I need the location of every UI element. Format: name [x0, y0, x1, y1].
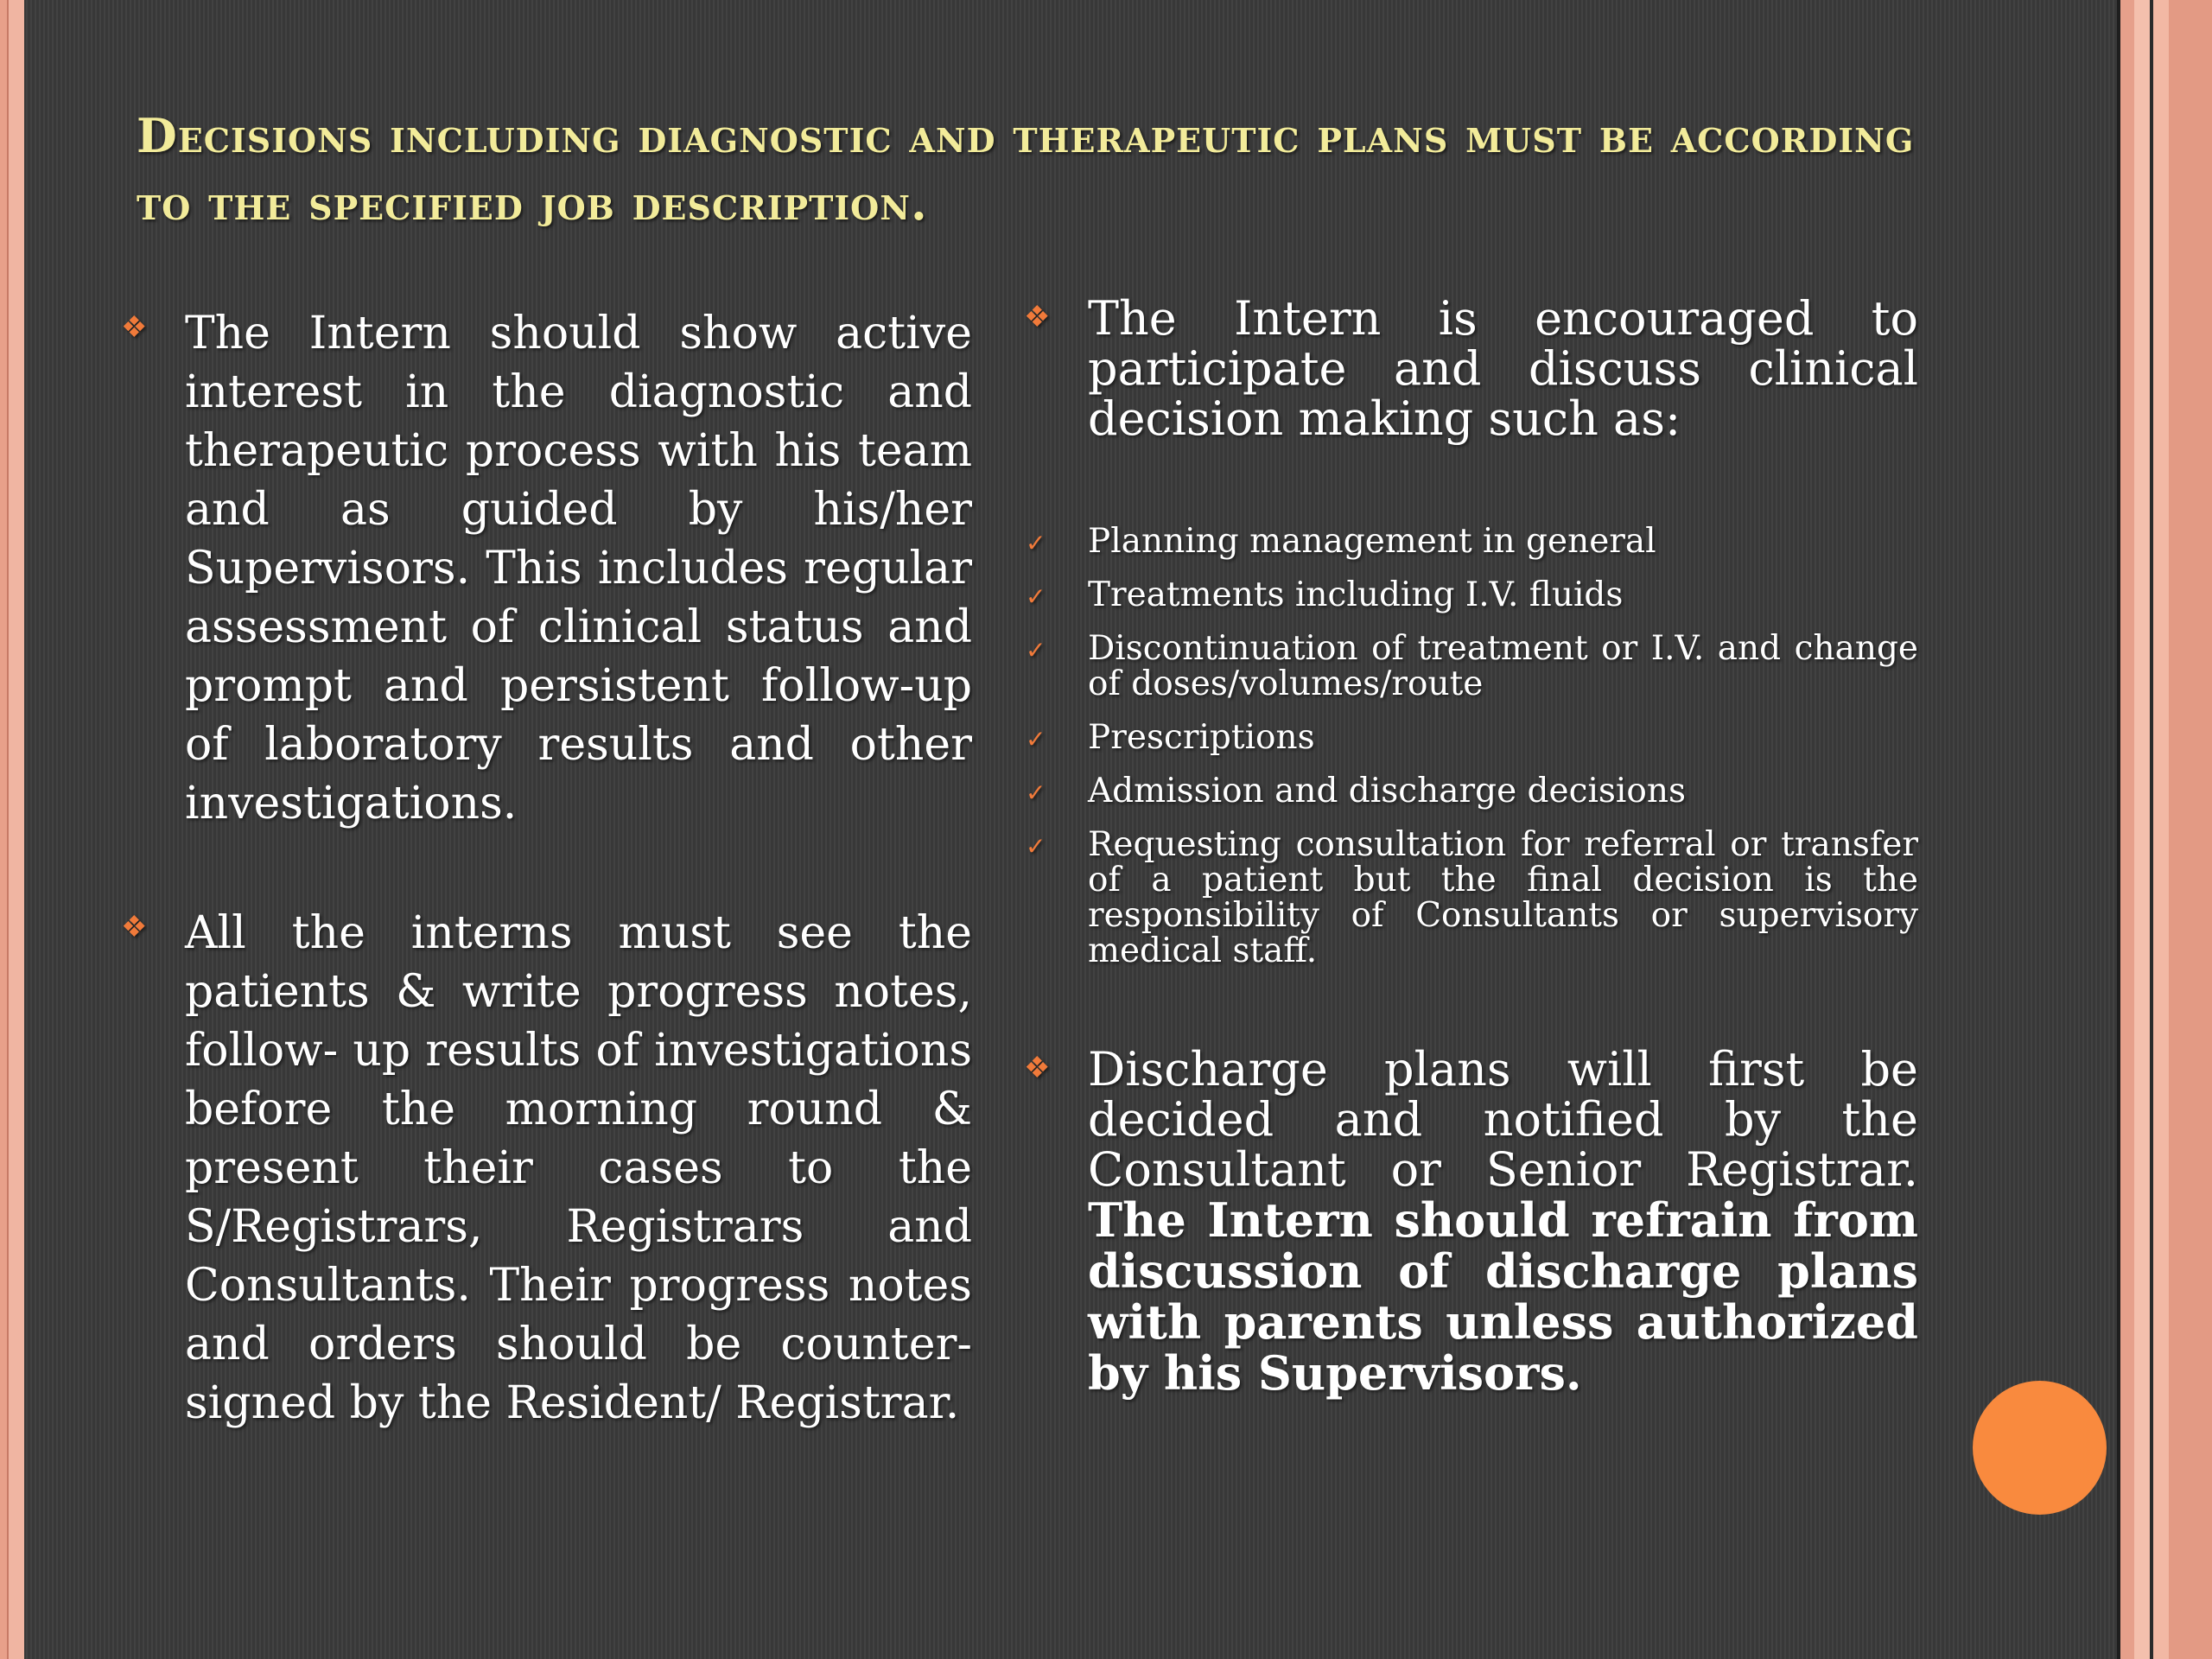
diamond-bullet-icon: ❖: [121, 310, 148, 345]
left-border-strip: [0, 0, 24, 1659]
list-item: ✓ Admission and discharge decisions: [1026, 772, 1687, 810]
left-bullet-1-text: The Intern should show active interest in the diagnostic and therapeutic process with his team and as guided by his/her Supervisors. This includes regular assessment of clinical status and prompt and persistent follow-up of laboratory results and other investigations.: [185, 308, 972, 830]
discharge-bold-text: The Intern should refrain from discussion of discharge plans with parents unless authorized by his Supervisors.: [1088, 1192, 1918, 1401]
left-column: [121, 304, 972, 1433]
left-bullet-2-text: All the interns must see the patients & write progress notes, follow- up results of investigations before the morning round & present their cases to the S/Registrars, Registrars and Consultants. Their progress notes and orders should be counter-signed by the Resident/ Registrar.: [185, 907, 972, 1429]
list-item: ✓ Requesting consultation for referral or transfer of a patient but the final decision is the responsibility of Consultants or supervisory medical staff.: [1026, 825, 1918, 970]
checkmark-icon: ✓: [1026, 779, 1046, 807]
checkmark-icon: ✓: [1026, 529, 1046, 557]
diamond-bullet-icon: ❖: [1024, 300, 1051, 334]
list-item: ✓ Prescriptions: [1026, 718, 1315, 757]
checkmark-icon: ✓: [1026, 582, 1046, 611]
checkmark-icon: ✓: [1026, 725, 1046, 753]
right-bullet-discharge: [1024, 1042, 1918, 1401]
right-bullet-intro: [1024, 291, 1918, 446]
list-item: ✓ Treatments including I.V. fluids: [1026, 575, 1624, 614]
diamond-bullet-icon: ❖: [121, 910, 148, 944]
right-column: [1024, 291, 1918, 1401]
decision-list: [1024, 524, 1918, 969]
checkmark-icon: ✓: [1026, 636, 1046, 664]
slide-title: Decisions including diagnostic and therapeutic plans must be according to the specified job description.: [137, 108, 1915, 231]
discharge-text: Discharge plans will first be decided and notified by the Consultant or Senior Registrar.: [1088, 1042, 1918, 1197]
list-item: ✓ Discontinuation of treatment or I.V. and change of doses/volumes/route: [1026, 629, 1918, 703]
left-bullet-1: [121, 304, 972, 833]
right-border-strip: [2117, 0, 2212, 1659]
orange-circle-decoration: [1973, 1381, 2107, 1515]
left-bullet-2: [121, 904, 972, 1433]
diamond-bullet-icon: ❖: [1024, 1051, 1051, 1085]
right-intro-text: The Intern is encouraged to participate and discuss clinical decision making such as:: [1088, 291, 1918, 446]
list-item: ✓ Planning management in general: [1026, 522, 1656, 561]
checkmark-icon: ✓: [1026, 832, 1046, 861]
